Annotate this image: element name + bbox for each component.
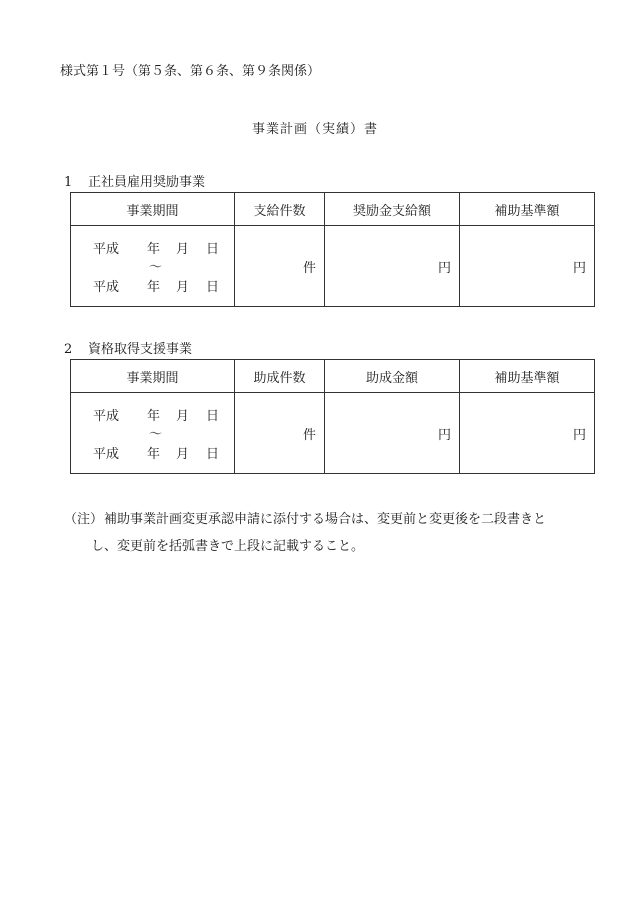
era-label: 平成 xyxy=(93,447,120,462)
era-label: 平成 xyxy=(93,242,120,257)
base-amount-cell[interactable]: 円 xyxy=(460,226,595,307)
table-header-row xyxy=(71,193,595,226)
year-label: 年 xyxy=(147,242,161,257)
note-label: （注） xyxy=(64,512,104,527)
header-period: 事業期間 xyxy=(71,360,235,393)
table-row xyxy=(71,393,595,474)
month-label: 月 xyxy=(176,447,190,462)
section-1-heading xyxy=(64,171,205,190)
table-header-row xyxy=(71,360,595,393)
section-number: 1 xyxy=(64,175,73,190)
day-label: 日 xyxy=(206,447,220,462)
amount-cell[interactable]: 円 xyxy=(325,393,460,474)
day-label: 日 xyxy=(206,409,220,424)
document-title: 事業計画（実績）書 xyxy=(251,122,378,137)
year-label: 年 xyxy=(147,280,161,295)
period-tilde: ～ xyxy=(149,260,163,275)
day-label: 日 xyxy=(206,242,220,257)
section-number: 2 xyxy=(64,342,73,357)
era-label: 平成 xyxy=(93,280,120,295)
period-cell[interactable] xyxy=(71,226,235,307)
day-label: 日 xyxy=(206,280,220,295)
year-label: 年 xyxy=(147,447,161,462)
amount-cell[interactable]: 円 xyxy=(325,226,460,307)
month-label: 月 xyxy=(176,242,190,257)
header-base-amount: 補助基準額 xyxy=(460,360,595,393)
note-text-line-2: し、変更前を括弧書きで上段に記載すること。 xyxy=(91,539,365,554)
section-title: 正社員雇用奨励事業 xyxy=(88,175,206,190)
header-count: 支給件数 xyxy=(235,193,325,226)
period-tilde: ～ xyxy=(149,427,163,442)
header-base-amount: 補助基準額 xyxy=(460,193,595,226)
header-count: 助成件数 xyxy=(235,360,325,393)
month-label: 月 xyxy=(176,280,190,295)
header-amount: 奨励金支給額 xyxy=(325,193,460,226)
table-row xyxy=(71,226,595,307)
era-label: 平成 xyxy=(93,409,120,424)
period-cell[interactable] xyxy=(71,393,235,474)
section-2-table xyxy=(70,359,595,474)
count-cell[interactable]: 件 xyxy=(235,393,325,474)
section-1-table xyxy=(70,192,595,307)
base-amount-cell[interactable]: 円 xyxy=(460,393,595,474)
header-period: 事業期間 xyxy=(71,193,235,226)
section-2-heading xyxy=(64,338,192,357)
count-cell[interactable]: 件 xyxy=(235,226,325,307)
form-number: 様式第１号（第５条、第６条、第９条関係） xyxy=(60,64,321,79)
note-text-line-1: 補助事業計画変更承認申請に添付する場合は、変更前と変更後を二段書きと xyxy=(104,512,547,527)
section-title: 資格取得支援事業 xyxy=(88,342,193,357)
month-label: 月 xyxy=(176,409,190,424)
header-amount: 助成金額 xyxy=(325,360,460,393)
year-label: 年 xyxy=(147,409,161,424)
